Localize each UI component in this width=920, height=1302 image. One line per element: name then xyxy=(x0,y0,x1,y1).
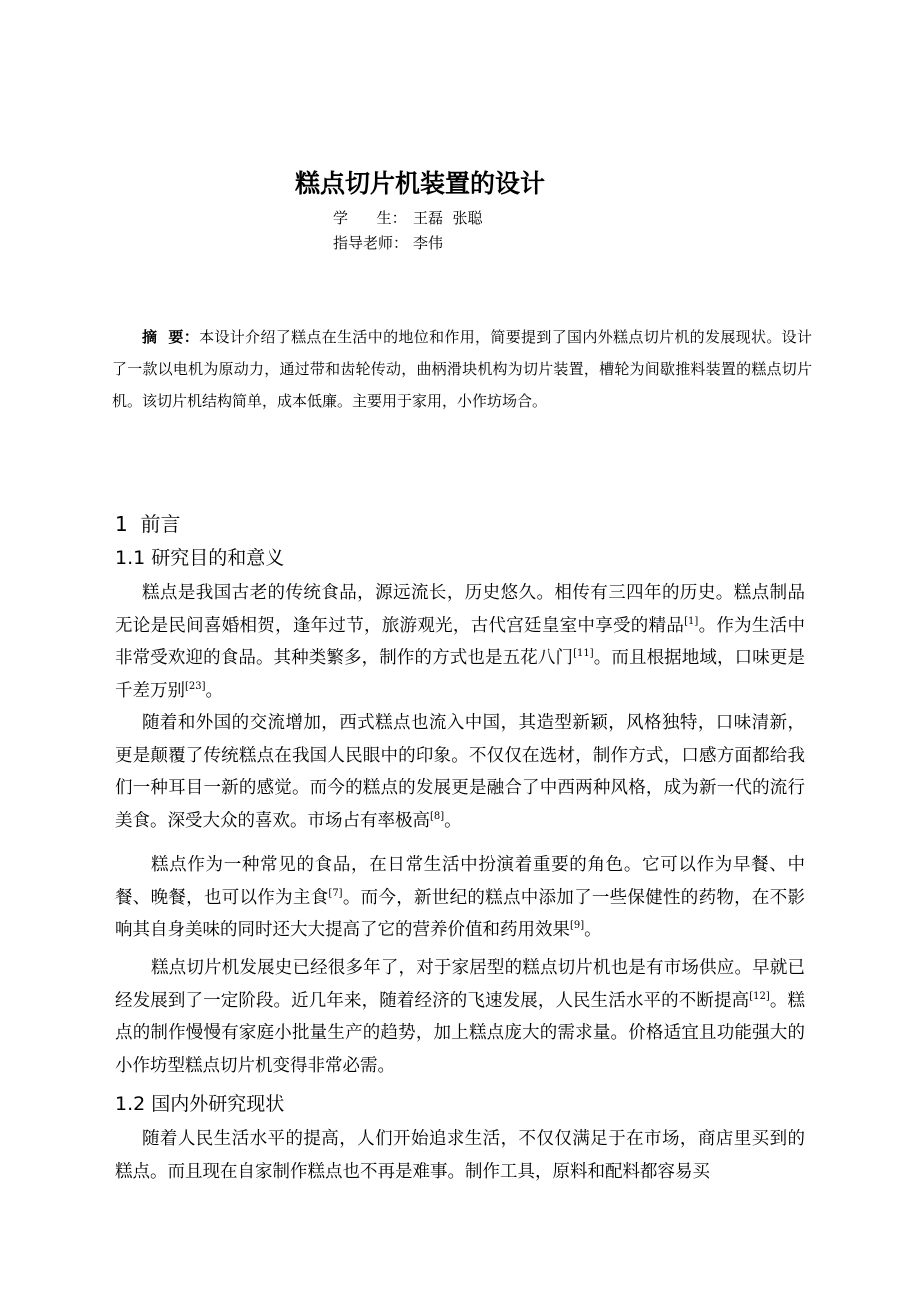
paragraph-2 xyxy=(115,707,805,837)
paragraph-3 xyxy=(115,849,805,947)
citation: [12] xyxy=(749,990,770,1002)
citation: [8] xyxy=(430,810,445,822)
student-line xyxy=(333,207,483,229)
abstract-text: 本设计介绍了糕点在生活中的地位和作用，简要提到了国内外糕点切片机的发展现状。设计了一款以电机为原动力，通过带和齿轮传动，曲柄滑块机构为切片装置，槽轮为间歇推料装置的糕点切片机。该切片机结构简单，成本低廉。主要用于家用，小作坊场合。 xyxy=(112,328,812,410)
section-heading-1-2: 1.2 国内外研究现状 xyxy=(115,1093,285,1115)
student-label: 学 生： xyxy=(333,209,407,227)
citation: [7] xyxy=(328,887,343,899)
advisor-name: 李伟 xyxy=(413,234,444,252)
paragraph-2-text-a: 随着和外国的交流增加，西式糕点也流入中国，其造型新颖，风格独特，口味清新，更是颠覆了传统糕点在我国人民眼中的印象。不仅仅在选材，制作方式，口感方面都给我们一种耳目一新的感觉。而今的糕点的发展更是融合了中西两种风格，成为新一代的流行美食。深受大众的喜欢。市场占有率极高 xyxy=(115,713,805,831)
paragraph-4-text-a: 糕点切片机发展史已经很多年了，对于家居型的糕点切片机也是有市场供应。早就已经发展到了一定阶段。近几年来，随着经济的飞速发展，人民生活水平的不断提高 xyxy=(115,958,805,1011)
paragraph-1 xyxy=(115,577,805,707)
paragraph-1-text-a: 糕点是我国古老的传统食品，源远流长，历史悠久。相传有三四年的历史。糕点制品无论是民间喜婚相贺，逢年过节，旅游观光，古代宫廷皇室中享受的精品 xyxy=(115,583,805,636)
paragraph-4-text-b: 。糕点的制作慢慢有家庭小批量生产的趋势，加上糕点庞大的需求量。价格适宜且功能强大的小作坊型糕点切片机变得非常必需。 xyxy=(115,990,806,1076)
section-heading-1: 1 前言 xyxy=(115,512,181,536)
advisor-label: 指导老师： xyxy=(333,234,409,252)
paragraph-3-text-b: 。而今，新世纪的糕点中添加了一些保健性的药物，在不影响其自身美味的同时还大大提高了它的营养价值和药用效果 xyxy=(115,887,806,940)
paragraph-1-text-b: 。作为生活中非常受欢迎的食品。其种类繁多，制作的方式也是五花八门 xyxy=(115,615,806,668)
paragraph-3-text-a: 糕点作为一种常见的食品，在日常生活中扮演着重要的角色。它可以作为早餐、中餐、晚餐，也可以作为主食 xyxy=(115,855,805,908)
paper-title: 糕点切片机装置的设计 xyxy=(294,169,545,198)
paragraph-3-text-c: 。 xyxy=(584,920,602,940)
paragraph-1-text-d: 。 xyxy=(205,680,224,701)
abstract-label: 摘 要： xyxy=(142,328,200,346)
citation: [1] xyxy=(684,615,699,627)
paragraph-5: 随着人民生活水平的提高，人们开始追求生活，不仅仅满足于在市场，商店里买到的糕点。而且现在自家制作糕点也不再是难事。制作工具，原料和配料都容易买 xyxy=(115,1129,805,1182)
section-heading-1-1: 1.1 研究目的和意义 xyxy=(115,547,285,569)
citation: [9] xyxy=(570,920,585,931)
paragraph-1-text-c: 。而且根据地域，口味更是千差万别 xyxy=(115,648,806,701)
paragraph-2-text-b: 。 xyxy=(444,810,462,831)
citation: [11] xyxy=(573,648,594,659)
citation: [23] xyxy=(185,680,206,692)
paragraph-4 xyxy=(115,952,805,1082)
student-names: 王磊 张聪 xyxy=(413,209,483,227)
abstract xyxy=(112,321,812,417)
advisor-line xyxy=(333,232,443,254)
